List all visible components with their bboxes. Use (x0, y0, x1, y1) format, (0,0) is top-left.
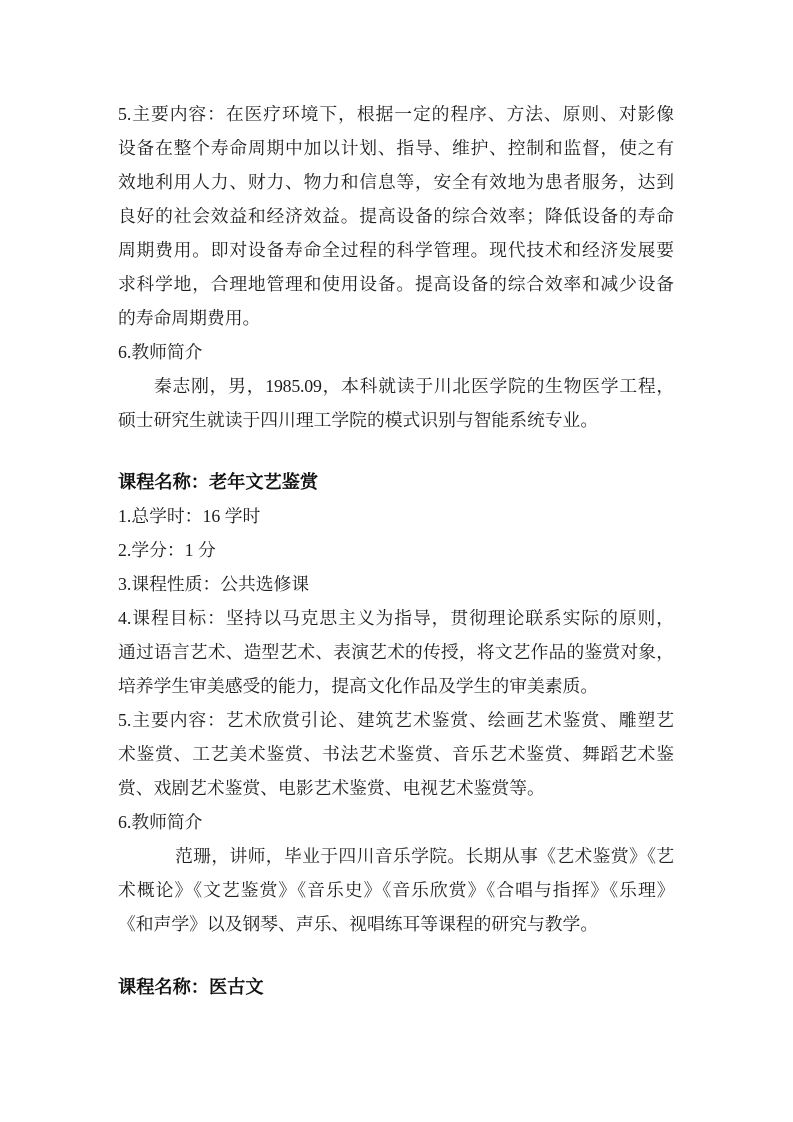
text-line: 术概论》《文艺鉴赏》《音乐史》《音乐欣赏》《合唱与指挥》《乐理》 (118, 880, 674, 900)
teacher-intro-heading: 6.教师简介 (118, 342, 203, 362)
text-line: 术鉴赏、工艺美术鉴赏、书法艺术鉴赏、音乐艺术鉴赏、舞蹈艺术鉴 (118, 744, 674, 764)
text-line: 周期费用。即对设备寿命全过程的科学管理。现代技术和经济发展要 (118, 240, 674, 260)
text-line: 秦志刚，男，1985.09，本科就读于川北医学院的生物医学工程， (154, 376, 674, 396)
page-content (118, 97, 674, 1004)
text-line: 赏、戏剧艺术鉴赏、电影艺术鉴赏、电视艺术鉴赏等。 (118, 778, 545, 798)
course-title-medical-classics: 课程名称：医古文 (118, 977, 264, 997)
text-line: 《和声学》以及钢琴、声乐、视唱练耳等课程的研究与教学。 (118, 914, 599, 934)
text-line: 范珊，讲师，毕业于四川音乐学院。长期从事《艺术鉴赏》《艺 (175, 846, 674, 866)
text-line: 良好的社会效益和经济效益。提高设备的综合效率；降低设备的寿命 (118, 206, 674, 226)
text-line: 效地利用人力、财力、物力和信息等，安全有效地为患者服务，达到 (118, 172, 674, 192)
paragraph-main-content-art (118, 703, 674, 805)
paragraph-teacher-bio-fanshan (118, 839, 674, 941)
paragraph-main-content-medical (118, 97, 674, 335)
text-line: 培养学生审美感受的能力，提高文化作品及学生的审美素质。 (118, 676, 599, 696)
text-line: 通过语言艺术、造型艺术、表演艺术的传授，将文艺作品的鉴赏对象， (118, 642, 674, 662)
course-title-senior-art-appreciation: 课程名称：老年文艺鉴赏 (118, 472, 319, 492)
text-line: 5.主要内容：艺术欣赏引论、建筑艺术鉴赏、绘画艺术鉴赏、雕塑艺 (118, 710, 674, 730)
text-line: 设备在整个寿命周期中加以计划、指导、维护、控制和监督，使之有 (118, 138, 674, 158)
paragraph-teacher-bio-qinzhigang (118, 369, 674, 437)
list-item-credits: 2.学分：1 分 (118, 540, 216, 560)
list-item-course-type: 3.课程性质：公共选修课 (118, 574, 310, 594)
teacher-intro-heading: 6.教师简介 (118, 812, 203, 832)
text-line: 4.课程目标：坚持以马克思主义为指导，贯彻理论联系实际的原则， (118, 608, 674, 628)
list-item-total-hours: 1.总学时：16 学时 (118, 506, 261, 526)
text-line: 5.主要内容：在医疗环境下，根据一定的程序、方法、原则、对影像 (118, 104, 674, 124)
text-line: 硕士研究生就读于四川理工学院的模式识别与智能系统专业。 (118, 410, 599, 430)
text-line: 的寿命周期费用。 (118, 308, 261, 328)
paragraph-course-goal (118, 601, 674, 703)
text-line: 求科学地，合理地管理和使用设备。提高设备的综合效率和减少设备 (118, 274, 674, 294)
